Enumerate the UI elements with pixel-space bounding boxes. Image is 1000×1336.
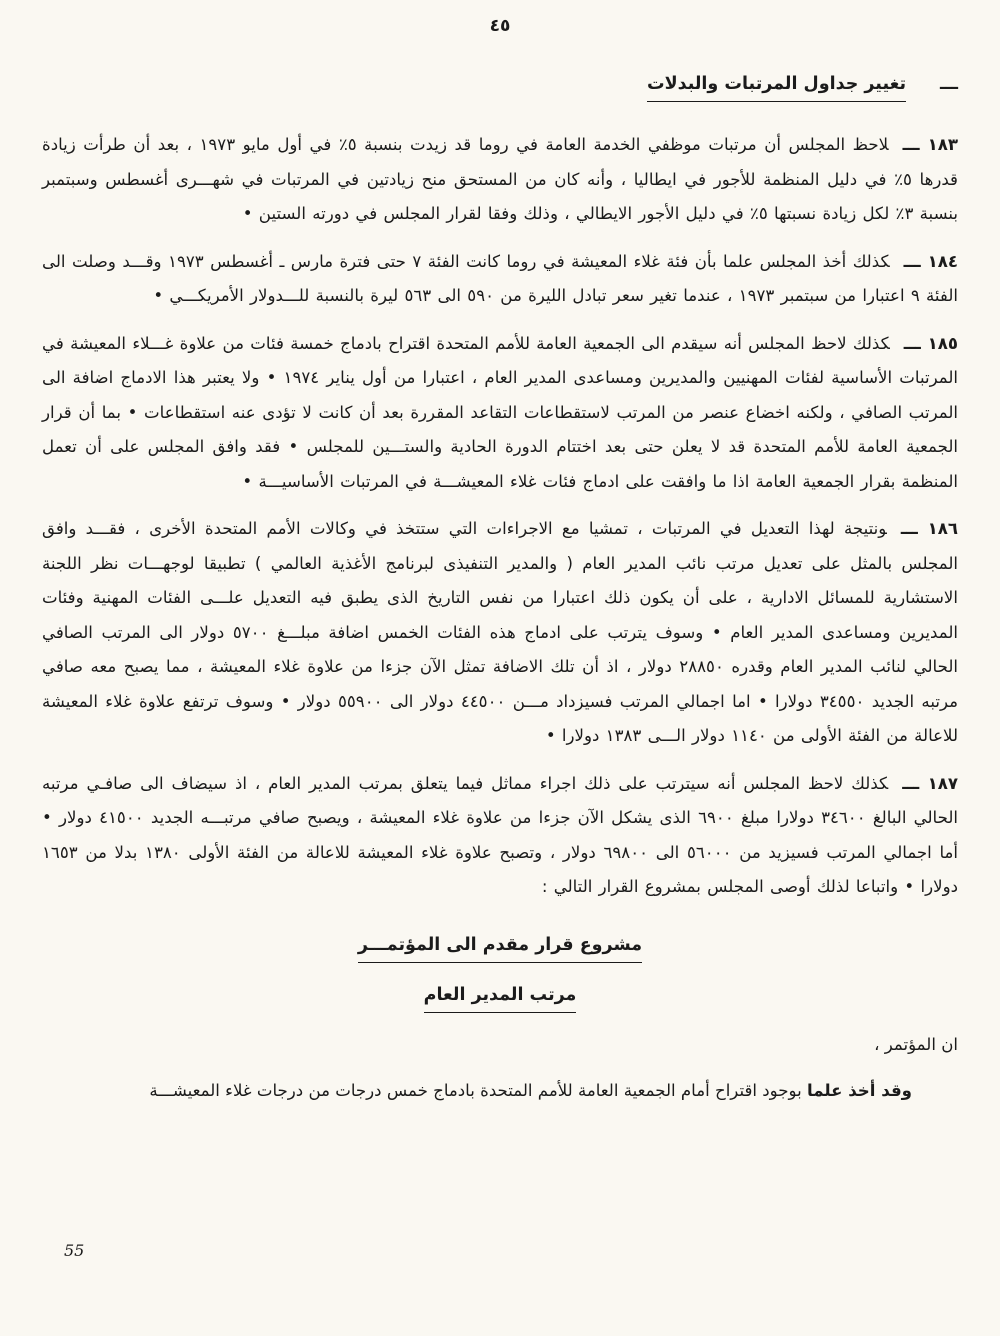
draft-resolution-heading-text: مشروع قرار مقدم الى المؤتمـــر [358,935,642,963]
salary-heading [42,985,958,1005]
preamble-clause [42,1074,958,1109]
paragraph-187 [42,767,958,905]
page-number-bottom: 55 [64,1241,85,1260]
paragraph-185-number: ١٨٥ ـــ [903,333,958,353]
heading-dash: ـــ [940,74,958,94]
paragraph-185 [42,327,958,500]
paragraph-186 [42,512,958,754]
paragraph-184-text: كذلك أخذ المجلس علما بأن فئة غلاء المعيشة في روما كانت الفئة ٧ حتى فترة مارس ـ أغسطس ١٩٧٣ وقـــد وصلت الى الفئة ٩ اعتبارا من سبتمبر ١٩٧٣ ، عندما تغير سعر تبادل الليرة من ٥٩٠ الى ٥٦٣ ليرة بالنسبة للـــدولار الأمريكـــي • [42,251,958,305]
paragraph-187-text: كذلك لاحظ المجلس أنه سيترتب على ذلك اجراء مماثل فيما يتعلق بمرتب المدير العام ، اذ سيضاف الى صافـي مرتبه الحالي البالغ ٣٤٦٠٠ دولارا مبلغ ٦٩٠٠ الذى يشكل الآن جزءا من علاوة غلاء المعيشة ، ويصبح صافي مرتبـــه الجديد ٤١٥٠٠ دولار • أما اجمالي المرتب فسيزيد من ٥٦٠٠٠ الى ٦٩٨٠٠ دولار ، وتصبح علاوة غلاء المعيشة للاعالة من الفئة الأولى ١٣٨٠ بدلا من ١٦٥٣ دولارا • واتباعا لذلك أوصى المجلس بمشروع القرار التالي : [42,773,959,896]
page-number-top: ٤٥ [489,16,511,36]
paragraph-184-number: ١٨٤ ـــ [903,251,959,271]
paragraph-186-text: ونتيجة لهذا التعديل في المرتبات ، تمشيا مع الاجراءات التي ستتخذ في وكالات الأمم المتحدة الأخرى ، فقـــد وافق المجلس بالمثل على تعديل مرتب نائب المدير العام ( والمدير التنفيذى لبرنامج الأغذية العالمي ) تطبيقا لوجهـــات نظر اللجنة الاستشارية للمسائل الادارية ، على أن يكون ذلك اعتبارا من نفس التاريخ الذى يطبق فيه التعديل علـــى الفئات المهنية وفئات المديرين ومساعدى المدير العام • وسوف يترتب على ادماج هذه الفئات الخمس اضافة مبلـــغ ٥٧٠٠ دولار الى المرتب الصافي الحالي لنائب المدير العام وقدره ٢٨٨٥٠ دولار ، اذ أن تلك الاضافة تمثل الآن جزءا من علاوة غلاء المعيشة ، مما يصبح معه صافي مرتبه الجديد ٣٤٥٥٠ دولارا • اما اجمالي المرتب فسيزداد مـــن ٤٤٥٠٠ دولار الى ٥٥٩٠٠ دولار • وسوف ترتفع علاوة غلاء المعيشة للاعالة من الفئة الأولى من ١١٤٠ دولار الـــى ١٣٨٣ دولارا • [42,519,958,745]
paragraph-187-number: ١٨٧ ـــ [902,773,958,793]
paragraph-185-text: كذلك لاحظ المجلس أنه سيقدم الى الجمعية العامة للأمم المتحدة اقتراح بادماج خمسة فئات من علاوة غـــلاء المعيشة في المرتبات الأساسية لفئات المهنيين والمديرين ومساعدى المدير العام ، اعتبارا من أول يناير ١٩٧٤ • ولا يعتبر هذا الادماج اضافة الى المرتب الصافي ، ولكنه اخضاع عنصر من المرتب لاستقطاعات التقاعد المقررة بعد أن كانت لا تؤدى عنه استقطاعات • بما أن قرار الجمعية العامة للأمم المتحدة قد لا يعلن حتى بعد اختتام الدورة الحادية والستـــين للمجلس • فقد وافق المجلس على أن تعمل المنظمة بقرار الجمعية العامة اذا ما وافقت على ادماج فئات غلاء المعيشـــة في المرتبات الأساسيـــة • [42,333,958,491]
paragraph-183-number: ١٨٣ ـــ [902,135,959,154]
preamble-clause-lead: وقد أخذ علما [806,1080,912,1100]
preamble-opening: ان المؤتمر ، [874,1034,958,1054]
paragraph-186-number: ١٨٦ ـــ [900,519,958,538]
section-title: تغيير جداول المرتبات والبدلات [647,74,906,102]
paragraph-184 [42,245,958,314]
draft-resolution-heading [42,935,958,955]
preamble-clause-rest: بوجود اقتراح أمام الجمعية العامة للأمم المتحدة بادماج خمس درجات من درجات غلاء المعيشـــة [149,1080,807,1100]
salary-heading-text: مرتب المدير العام [424,985,577,1013]
paragraph-183 [42,128,958,232]
paragraph-183-text: لاحظ المجلس أن مرتبات موظفي الخدمة العامة في روما قد زيدت بنسبة ٥٪ في أول مايو ١٩٧٣ ، بعد أن طرأت زيادة قدرها ٥٪ في دليل المنظمة للأجور في ايطاليا ، وأنه كان من المستحق منح زيادتين في المرتبات في شهـــرى أغسطس وسبتمبر بنسبة ٣٪ لكل زيادة نسبتها ٥٪ في دليل الأجور الايطالي ، وذلك وفقا لقرار المجلس في دورته الستين • [42,135,958,223]
section-heading [42,74,958,102]
